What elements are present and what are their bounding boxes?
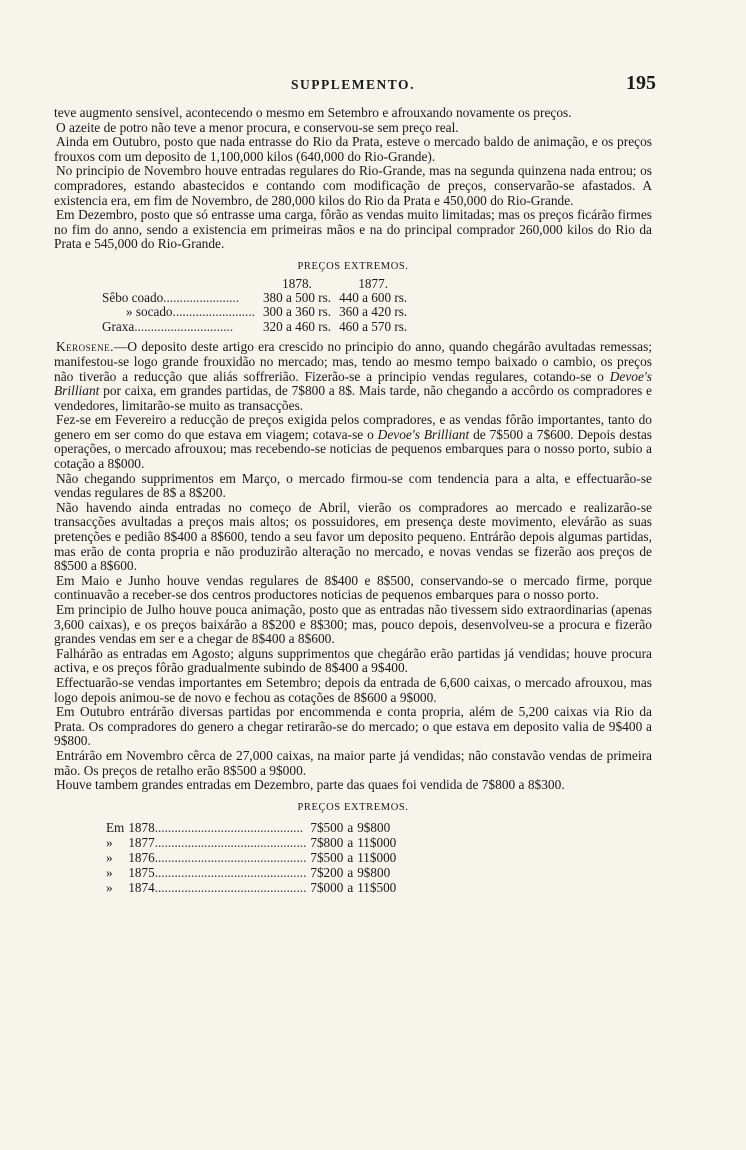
- price-low: 7$000: [310, 879, 344, 895]
- document-page: [54, 72, 656, 895]
- price-1878: 380 a 500 rs.: [262, 289, 332, 305]
- tallow-price-table: [98, 277, 411, 335]
- paragraph: Em Outubro entrárão diversas partidas por encommenda e conta propria, além de 5,200 caixas via Rio da Prata. Os compradores do genero a chegar retirarão-se do mercado; o que estava em deposito valia de 9$400 a 9$800.: [54, 704, 652, 749]
- paragraph: Em Maio e Junho houve vendas regulares de 8$400 e 8$500, conservando-se o mercado firme, porque continuavão a receber-se dos centros productores noticias de pequenos embarques para o nosso porto.: [54, 572, 652, 603]
- price-1878: 320 a 460 rs.: [262, 318, 332, 334]
- paragraph: Ainda em Outubro, posto que nada entrasse do Rio da Prata, esteve o mercado baldo de animação, e os preços frouxos com um deposito de 1,100,000 kilos (640,000 do Rio-Grande).: [54, 134, 652, 164]
- kerosene-price-table: [104, 821, 398, 895]
- price-high: 11$500: [357, 879, 397, 895]
- row-year: 1875: [128, 864, 155, 880]
- paragraph: Em principio de Julho houve pouca animação, posto que as entradas não tivessem sido extraordinarias (apenas 3,600 caixas), e os preços baixárão a 8$200 e 8$300; mas, pouco depois, desenvolveu-se a procura e fizerão grandes vendas em ser e a chegar de 8$400 a 8$600.: [54, 602, 652, 647]
- row-prefix: Em: [106, 820, 125, 836]
- page-header: [54, 72, 656, 106]
- section-label: Kerosene.: [56, 339, 115, 355]
- paragraph: Não chegando supprimentos em Março, o mercado firmou-se com tendencia para a alta, e effectuarão-se vendas regulares de 8$ a 8$200.: [54, 470, 652, 501]
- brand-name: Devoe's Brilliant: [377, 426, 470, 442]
- paragraph: No principio de Novembro houve entradas regulares do Rio-Grande, mas na segunda quinzena nada entrou; os compradores, estando abastecidos e contando com modificação de preços, conservarão-se afastados. A existencia era, em fim de Novembro, de 280,000 kilos do Rio da Prata e 450,000 do Rio-Grande.: [54, 163, 652, 208]
- price-high: 11$000: [357, 835, 397, 851]
- table-row: [104, 851, 398, 866]
- row-year: 1876: [128, 849, 155, 865]
- row-year: 1874: [128, 879, 155, 895]
- row-prefix: »: [106, 864, 113, 880]
- leader-dots: .............................................: [154, 820, 304, 836]
- price-low: 7$800: [310, 835, 344, 851]
- table-row: [104, 836, 398, 851]
- paragraph: [54, 340, 652, 413]
- page-number: 195: [626, 72, 656, 94]
- price-low: 7$500: [310, 820, 344, 836]
- price-low: 7$200: [310, 864, 344, 880]
- leader-dots: ..............................................: [154, 864, 307, 880]
- row-prefix: »: [106, 835, 113, 851]
- joiner: a: [347, 835, 354, 851]
- text-run: —O deposito deste artigo era crescido no principio do anno, quando chegárão avultadas remessas; manifestou-se logo grande frouxidão no mercado; mas, tendo ao mesmo tempo baixado o cambio, os preços não tiverão a reducção que aliás soffrerião. Fizerão-se a principio vendas regulares, cotando-se o: [54, 339, 652, 384]
- text-run: Fez-se em Fevereiro a reducção de preços exigida pelos compradores, e as vendas fôrão importantes, tanto do genero em ser como do que estava em viagem; cotava-se o: [54, 412, 652, 442]
- row-year: 1878: [128, 820, 155, 836]
- table-row: [98, 305, 411, 320]
- table-row: [104, 821, 398, 836]
- price-table-heading: PREÇOS EXTREMOS.: [297, 260, 409, 272]
- column-header: 1877.: [358, 275, 388, 291]
- row-label: » socado: [126, 304, 173, 320]
- table-row: [98, 320, 411, 335]
- table-row: [104, 866, 398, 881]
- tallow-section: [54, 106, 652, 252]
- row-prefix: »: [106, 879, 113, 895]
- paragraph: [54, 413, 652, 471]
- joiner: a: [347, 879, 354, 895]
- row-label: Sêbo coado: [102, 289, 164, 305]
- table-header-row: [98, 277, 411, 291]
- price-low: 7$500: [310, 849, 344, 865]
- joiner: a: [347, 820, 354, 836]
- text-run: de 7$500 a 7$600. Depois destas operações, o mercado afrouxou; mas recebendo-se noticias de pequenos embarques para o nosso porto, subio a cotação a 8$000.: [54, 426, 652, 472]
- joiner: a: [347, 864, 354, 880]
- leader-dots: ..............................: [134, 318, 234, 334]
- price-1877: 460 a 570 rs.: [339, 318, 408, 334]
- price-high: 9$800: [357, 820, 391, 836]
- price-high: 11$000: [357, 849, 397, 865]
- paragraph: Não havendo ainda entradas no começo de Abril, vierão os compradores ao mercado e realizarão-se transacções avultadas a preços mais altos; os possuidores, em presença deste movimento, elevárão as suas pretenções e pedião 8$400 a 8$600, tendo a seu favor um deposito pequeno. Entrárão depois algumas partidas, mas erão de conta propria e não produzirão alteração no mercado, e novas vendas se fizerão aos preços de 8$500 a 8$600.: [54, 499, 652, 574]
- text-run: por caixa, em grandes partidas, de 7$800 a 8$. Mais tarde, não chegando a accôrdo os compradores e vendedores, limitarão-se muito as transacções.: [54, 383, 652, 413]
- price-table-heading: PREÇOS EXTREMOS.: [297, 801, 409, 813]
- table-row: [98, 291, 411, 306]
- paragraph: teve augmento sensivel, acontecendo o mesmo em Setembro e afrouxando novamente os preços.: [54, 105, 572, 120]
- brand-name: Devoe's Brilliant: [54, 368, 652, 399]
- paragraph: O azeite de potro não teve a menor procura, e conservou-se sem preço real.: [56, 119, 459, 135]
- paragraph: Em Dezembro, posto que só entrasse uma carga, fôrão as vendas muito limitadas; mas os preços ficárão firmes no fim do anno, sendo a existencia em primeiras mãos e na do principal comprador 260,000 kilos do Rio da Prata e 545,000 do Rio-Grande.: [54, 207, 652, 252]
- row-prefix: »: [106, 849, 113, 865]
- column-header: 1878.: [282, 275, 312, 291]
- paragraph: Effectuarão-se vendas importantes em Setembro; depois da entrada de 6,600 caixas, o mercado afrouxou, mas logo depois animou-se de novo e fechou as cotações de 8$600 a 9$000.: [54, 674, 652, 705]
- joiner: a: [347, 849, 354, 865]
- leader-dots: ..............................................: [154, 835, 307, 851]
- table-row: [104, 881, 398, 896]
- price-high: 9$800: [357, 864, 391, 880]
- price-1877: 360 a 420 rs.: [339, 304, 408, 320]
- paragraph: Falhárão as entradas em Agosto; alguns supprimentos que chegárão erão partidas já vendidas; houve procura activa, e os preços fôrão gradualmente subindo de 8$400 a 9$400.: [54, 645, 652, 676]
- running-title: SUPPLEMENTO.: [291, 77, 415, 92]
- paragraph: Houve tambem grandes entradas em Dezembro, parte das quaes foi vendida de 7$800 a 8$300.: [56, 777, 565, 793]
- paragraph: Entrárão em Novembro cêrca de 27,000 caixas, na maior parte já vendidas; não constavão vendas de primeira mão. Os preços de retalho erão 8$500 a 9$000.: [54, 747, 652, 778]
- price-1878: 300 a 360 rs.: [262, 304, 332, 320]
- row-year: 1877: [128, 835, 155, 851]
- leader-dots: .......................: [163, 289, 239, 305]
- row-label: Graxa: [102, 318, 135, 334]
- leader-dots: .........................: [172, 304, 255, 320]
- kerosene-section: [54, 340, 652, 792]
- price-1877: 440 a 600 rs.: [339, 289, 408, 305]
- leader-dots: ..............................................: [154, 849, 307, 865]
- leader-dots: ..............................................: [154, 879, 307, 895]
